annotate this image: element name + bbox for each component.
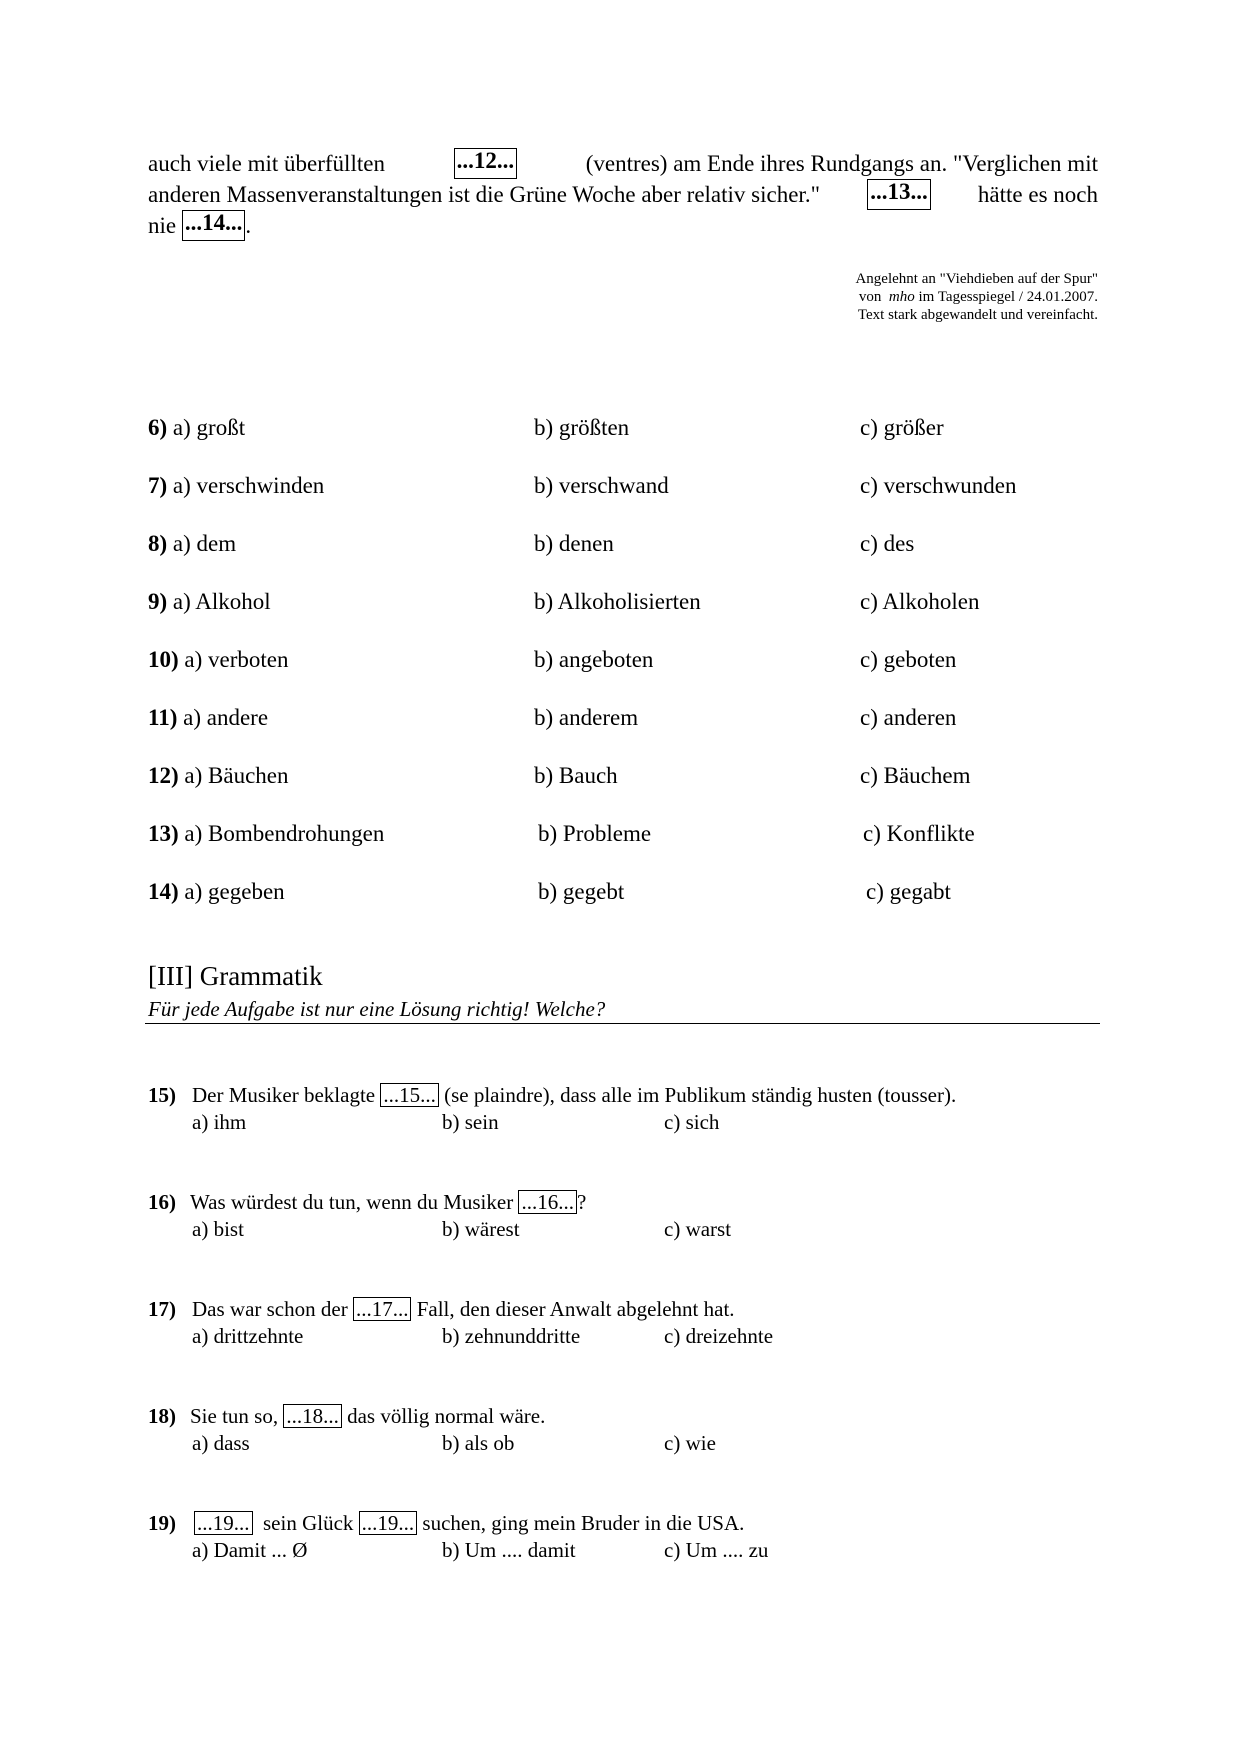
answer-option-a[interactable]: a) ihm	[192, 1110, 247, 1134]
option-text: a) verboten	[184, 647, 289, 672]
source-line	[855, 288, 1098, 306]
text-segment: .	[245, 213, 252, 238]
vocab-option-b[interactable]: b) verschwand	[534, 473, 669, 498]
question-18	[148, 1403, 545, 1430]
question-16	[148, 1189, 586, 1216]
question-number: 12)	[148, 763, 179, 788]
answer-option-c[interactable]: c) dreizehnte	[664, 1324, 774, 1348]
answer-gap: ...18...	[283, 1404, 342, 1428]
question-number: 17)	[148, 1297, 176, 1321]
question-17	[148, 1296, 735, 1323]
source-line: Text stark abgewandelt und vereinfacht.	[857, 307, 1098, 323]
question-text: Das war schon der	[192, 1297, 348, 1321]
answer-option-a[interactable]: a) dass	[192, 1431, 250, 1455]
vocab-option-c[interactable]: c) anderen	[860, 705, 957, 730]
paragraph-line	[148, 210, 1098, 241]
option-text: a) großt	[172, 415, 246, 440]
answer-option-c[interactable]: c) warst	[664, 1217, 732, 1241]
source-text: im Tagesspiegel / 24.01.2007.	[918, 289, 1098, 305]
question-number: 11)	[148, 705, 178, 730]
vocab-option-c[interactable]: c) Konflikte	[863, 821, 975, 846]
vocab-option-a[interactable]	[148, 588, 271, 616]
text-segment: anderen Massenveranstaltungen ist die Grüne Woche aber relativ sicher."	[148, 182, 820, 207]
vocab-option-c[interactable]: c) größer	[860, 415, 944, 440]
question-text: Fall, den dieser Anwalt abgelehnt hat.	[416, 1297, 735, 1321]
question-19	[148, 1510, 744, 1537]
answer-gap: ...17...	[353, 1297, 412, 1321]
question-text: das völlig normal wäre.	[347, 1404, 546, 1428]
question-number: 10)	[148, 647, 179, 672]
question-number: 13)	[148, 821, 179, 846]
option-text: a) Alkohol	[172, 589, 271, 614]
vocab-option-c[interactable]: c) des	[860, 531, 915, 556]
section-title: [III] Grammatik	[148, 961, 323, 991]
question-number: 16)	[148, 1190, 176, 1214]
vocab-option-c[interactable]: c) verschwunden	[860, 473, 1017, 498]
option-text: a) dem	[172, 531, 237, 556]
question-number: 9)	[148, 589, 168, 614]
source-text: von	[858, 289, 882, 305]
question-text: Der Musiker beklagte	[192, 1083, 376, 1107]
answer-option-b[interactable]: b) wärest	[442, 1217, 520, 1241]
answer-gap: ...15...	[380, 1083, 439, 1107]
answer-option-b[interactable]: b) Um .... damit	[442, 1538, 576, 1562]
source-line: Angelehnt an "Viehdieben auf der Spur"	[855, 271, 1098, 287]
question-text: suchen, ging mein Bruder in die USA.	[422, 1511, 745, 1535]
vocab-option-c[interactable]: c) Bäuchem	[860, 763, 971, 788]
paragraph-line	[148, 148, 1098, 179]
option-text: a) Bäuchen	[184, 763, 289, 788]
answer-option-a[interactable]: a) drittzehnte	[192, 1324, 304, 1348]
question-number: 15)	[148, 1083, 176, 1107]
option-text: a) andere	[183, 705, 269, 730]
answer-option-a[interactable]: a) bist	[192, 1217, 244, 1241]
section-divider	[145, 1023, 1100, 1024]
text-segment: (ventres) am Ende ihres Rundgangs an. "Verglichen mit	[585, 151, 1098, 176]
question-text: Was würdest du tun, wenn du Musiker	[190, 1190, 514, 1214]
question-number: 8)	[148, 531, 168, 556]
vocab-option-c[interactable]: c) geboten	[860, 647, 957, 672]
answer-option-b[interactable]: b) sein	[442, 1110, 499, 1134]
source-author: mho	[888, 289, 915, 305]
question-15	[148, 1082, 956, 1109]
vocab-option-a[interactable]	[148, 472, 324, 500]
source-attribution	[855, 270, 1098, 324]
vocab-option-a[interactable]	[148, 878, 285, 906]
option-text: a) gegeben	[184, 879, 285, 904]
reading-paragraph	[148, 148, 1098, 241]
vocab-option-a[interactable]	[148, 704, 268, 732]
text-segment: hätte es noch	[977, 182, 1098, 207]
answer-option-b[interactable]: b) zehnunddritte	[442, 1324, 581, 1348]
vocab-option-b[interactable]: b) gegebt	[538, 879, 625, 904]
gap-14: ...14...	[182, 210, 246, 241]
answer-option-c[interactable]: c) Um .... zu	[664, 1538, 769, 1562]
option-text: a) verschwinden	[172, 473, 325, 498]
question-number: 18)	[148, 1404, 176, 1428]
vocab-option-b[interactable]: b) Bauch	[534, 763, 618, 788]
vocab-option-a[interactable]	[148, 646, 289, 674]
question-number: 19)	[148, 1511, 176, 1535]
vocab-option-b[interactable]: b) denen	[534, 531, 614, 556]
gap-13: ...13...	[867, 179, 931, 210]
vocab-option-a[interactable]	[148, 530, 236, 558]
vocab-option-b[interactable]: b) größten	[534, 415, 630, 440]
answer-option-b[interactable]: b) als ob	[442, 1431, 515, 1455]
question-number: 7)	[148, 473, 168, 498]
gap-12: ...12...	[454, 148, 518, 179]
answer-option-a[interactable]: a) Damit ... Ø	[192, 1538, 308, 1562]
question-number: 6)	[148, 415, 168, 440]
text-segment: auch viele mit überfüllten	[148, 151, 385, 176]
vocab-option-a[interactable]	[148, 414, 245, 442]
vocab-option-b[interactable]: b) anderem	[534, 705, 639, 730]
question-number: 14)	[148, 879, 179, 904]
answer-gap: ...19...	[194, 1511, 253, 1535]
question-text: ?	[576, 1190, 587, 1214]
vocab-option-b[interactable]: b) Probleme	[538, 821, 652, 846]
question-text: Sie tun so,	[190, 1404, 279, 1428]
vocab-option-b[interactable]: b) angeboten	[534, 647, 654, 672]
answer-option-c[interactable]: c) wie	[664, 1431, 716, 1455]
answer-option-c[interactable]: c) sich	[664, 1110, 720, 1134]
answer-gap: ...19...	[359, 1511, 418, 1535]
vocab-option-a[interactable]	[148, 762, 289, 790]
vocab-option-b[interactable]: b) Alkoholisierten	[534, 589, 701, 614]
vocab-option-c[interactable]: c) Alkoholen	[860, 589, 980, 614]
section-instructions: Für jede Aufgabe ist nur eine Lösung richtig! Welche?	[148, 997, 606, 1021]
vocab-option-c[interactable]: c) gegabt	[866, 879, 951, 904]
option-text: a) Bombendrohungen	[184, 821, 385, 846]
vocab-option-a[interactable]	[148, 820, 384, 848]
text-segment: nie	[148, 213, 177, 238]
answer-gap: ...16...	[518, 1190, 577, 1214]
question-text: sein Glück	[263, 1511, 354, 1535]
question-text: (se plaindre), dass alle im Publikum ständig husten (tousser).	[444, 1083, 957, 1107]
paragraph-line	[148, 179, 1098, 210]
